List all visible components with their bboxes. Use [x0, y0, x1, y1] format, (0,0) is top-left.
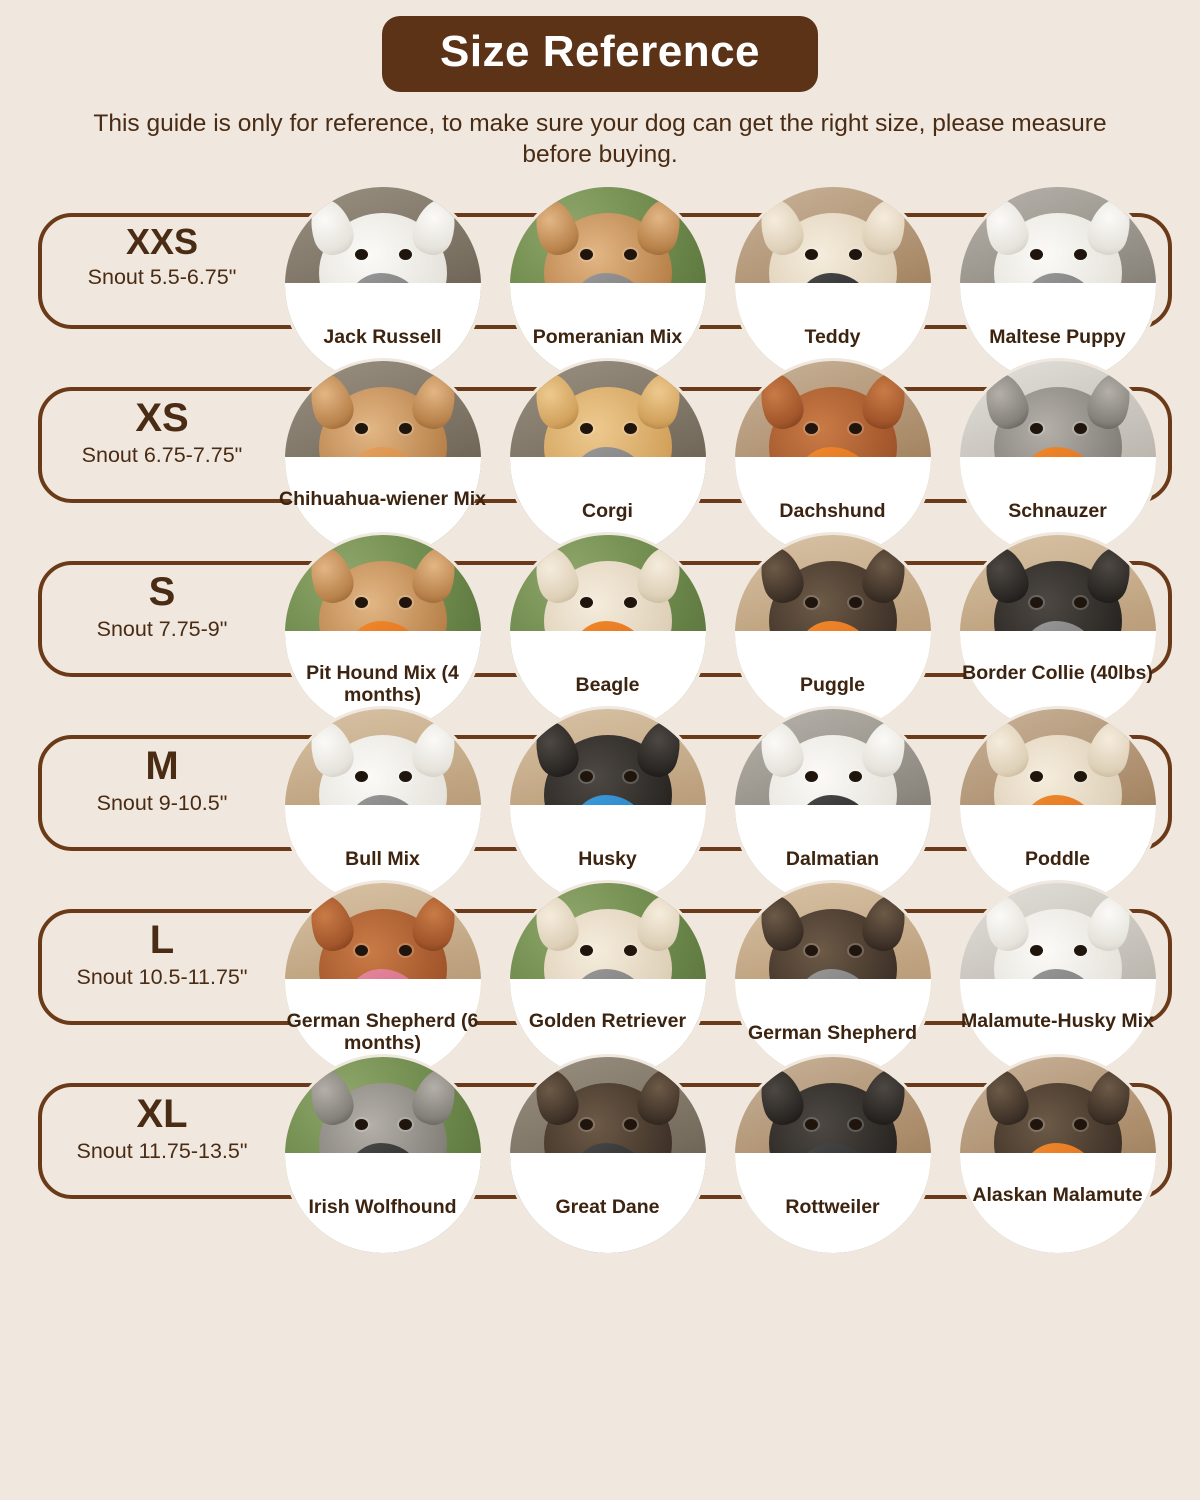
size-row — [0, 1057, 1200, 1231]
dog-cell — [270, 883, 495, 1057]
dog-eye-left — [805, 249, 818, 260]
dog-breed-label: Jack Russell — [323, 325, 442, 348]
dog-breed-label: German Shepherd — [747, 1021, 918, 1044]
dog-eye-right — [624, 249, 637, 260]
dog-cell — [270, 709, 495, 883]
dog-cell — [720, 361, 945, 535]
dog-eye-left — [355, 249, 368, 260]
dog-breed-label: Bull Mix — [345, 847, 420, 870]
size-row — [0, 361, 1200, 535]
size-row — [0, 535, 1200, 709]
dog-cell — [495, 361, 720, 535]
dog-breed-label: Rottweiler — [785, 1195, 880, 1218]
dog-breed-label: Dalmatian — [785, 847, 880, 870]
dog-examples — [270, 883, 1180, 1057]
dog-eye-left — [580, 423, 593, 434]
dog-eye-right — [849, 1119, 862, 1130]
size-row — [0, 187, 1200, 361]
size-label-xl — [46, 1093, 278, 1164]
dog-cell — [495, 1057, 720, 1231]
dog-breed-label: Husky — [578, 847, 637, 870]
dog-examples — [270, 1057, 1180, 1231]
dog-eye-left — [805, 597, 818, 608]
dog-breed-label: Teddy — [804, 325, 861, 348]
dog-cell — [945, 1057, 1170, 1231]
dog-breed-label: Malamute-Husky Mix — [961, 1009, 1154, 1032]
dog-cell — [945, 883, 1170, 1057]
dog-cell — [270, 535, 495, 709]
dog-cell — [270, 361, 495, 535]
snout-range: Snout 5.5-6.75" — [87, 264, 237, 289]
dog-breed-label: Dachshund — [779, 499, 886, 522]
dog-eye-right — [624, 597, 637, 608]
dog-breed-label: Chihuahua-wiener Mix — [279, 487, 486, 510]
dog-eye-left — [355, 945, 368, 956]
dog-breed-label: Great Dane — [555, 1195, 660, 1218]
snout-range: Snout 9-10.5" — [96, 790, 228, 815]
dog-eye-right — [1074, 771, 1087, 782]
size-label-xs — [46, 397, 278, 468]
dog-eye-right — [399, 945, 412, 956]
dog-eye-left — [1030, 945, 1043, 956]
dog-eye-right — [849, 597, 862, 608]
dog-eye-right — [624, 771, 637, 782]
dog-eye-right — [849, 249, 862, 260]
dog-breed-label: Maltese Puppy — [989, 325, 1126, 348]
dog-breed-label: Alaskan Malamute — [972, 1183, 1143, 1206]
page-header — [0, 0, 1200, 171]
size-label-s — [46, 571, 278, 642]
dog-breed-label: Puggle — [799, 673, 865, 696]
dog-cell — [495, 187, 720, 361]
dog-cell — [945, 361, 1170, 535]
dog-cell — [720, 883, 945, 1057]
dog-cell — [495, 709, 720, 883]
size-label-m — [46, 745, 278, 816]
snout-range: Snout 11.75-13.5" — [76, 1138, 248, 1163]
dog-eye-right — [849, 423, 862, 434]
dog-breed-label: Border Collie (40lbs) — [962, 661, 1153, 684]
dog-eye-left — [1030, 771, 1043, 782]
dog-eye-right — [399, 771, 412, 782]
dog-breed-label: Pomeranian Mix — [532, 325, 683, 348]
dog-eye-right — [849, 771, 862, 782]
dog-eye-left — [805, 771, 818, 782]
dog-breed-label: Irish Wolfhound — [308, 1195, 457, 1218]
dog-eye-right — [624, 1119, 637, 1130]
size-rows — [0, 187, 1200, 1231]
snout-range: Snout 10.5-11.75" — [76, 964, 248, 989]
dog-eye-left — [580, 1119, 593, 1130]
dog-eye-left — [1030, 597, 1043, 608]
size-name: XXS — [125, 220, 199, 262]
dog-cell — [495, 535, 720, 709]
size-row — [0, 709, 1200, 883]
dog-eye-left — [580, 771, 593, 782]
dog-cell — [495, 883, 720, 1057]
dog-eye-right — [399, 423, 412, 434]
dog-cell — [270, 187, 495, 361]
snout-range: Snout 7.75-9" — [96, 616, 228, 641]
size-label-l — [46, 919, 278, 990]
dog-cell — [720, 535, 945, 709]
dog-cell — [945, 709, 1170, 883]
dog-eye-right — [399, 1119, 412, 1130]
dog-cell — [720, 1057, 945, 1231]
dog-eye-left — [805, 423, 818, 434]
dog-breed-label: German Shepherd (6 months) — [286, 1009, 479, 1054]
dog-breed-label: Beagle — [575, 673, 640, 696]
page-subtitle: This guide is only for reference, to make sure your dog can get the right size, please measure before buying. — [93, 110, 1107, 169]
size-name: M — [145, 743, 179, 788]
dog-eye-left — [580, 945, 593, 956]
size-name: S — [148, 569, 176, 614]
dog-eye-left — [580, 597, 593, 608]
dog-eye-right — [849, 945, 862, 956]
dog-examples — [270, 709, 1180, 883]
dog-eye-right — [624, 945, 637, 956]
dog-eye-left — [355, 597, 368, 608]
dog-cell — [945, 187, 1170, 361]
dog-breed-label: Golden Retriever — [528, 1009, 687, 1032]
dog-cell — [720, 709, 945, 883]
dog-eye-right — [399, 249, 412, 260]
dog-eye-left — [805, 945, 818, 956]
dog-cell — [720, 187, 945, 361]
dog-eye-right — [1074, 597, 1087, 608]
dog-cell — [270, 1057, 495, 1231]
dog-eye-left — [1030, 249, 1043, 260]
dog-examples — [270, 535, 1180, 709]
dog-breed-label: Poddle — [1024, 847, 1090, 870]
dog-breed-label: Corgi — [582, 499, 633, 522]
dog-examples — [270, 361, 1180, 535]
size-name: XS — [135, 395, 189, 440]
dog-eye-right — [1074, 249, 1087, 260]
dog-eye-right — [624, 423, 637, 434]
dog-eye-left — [355, 1119, 368, 1130]
size-name: L — [149, 917, 175, 962]
dog-cell — [945, 535, 1170, 709]
dog-eye-left — [580, 249, 593, 260]
dog-eye-left — [1030, 1119, 1043, 1130]
dog-examples — [270, 187, 1180, 361]
dog-eye-left — [805, 1119, 818, 1130]
size-label-xxs — [46, 220, 278, 290]
dog-breed-label: Schnauzer — [1008, 499, 1107, 522]
dog-eye-right — [1074, 945, 1087, 956]
dog-eye-left — [1030, 423, 1043, 434]
size-row — [0, 883, 1200, 1057]
page-title: Size Reference — [382, 16, 818, 92]
dog-eye-right — [1074, 423, 1087, 434]
dog-eye-left — [355, 771, 368, 782]
snout-range: Snout 6.75-7.75" — [81, 442, 243, 467]
dog-breed-label: Pit Hound Mix (4 months) — [306, 661, 459, 706]
size-name: XL — [136, 1091, 188, 1136]
dog-eye-right — [1074, 1119, 1087, 1130]
dog-eye-left — [355, 423, 368, 434]
dog-eye-right — [399, 597, 412, 608]
